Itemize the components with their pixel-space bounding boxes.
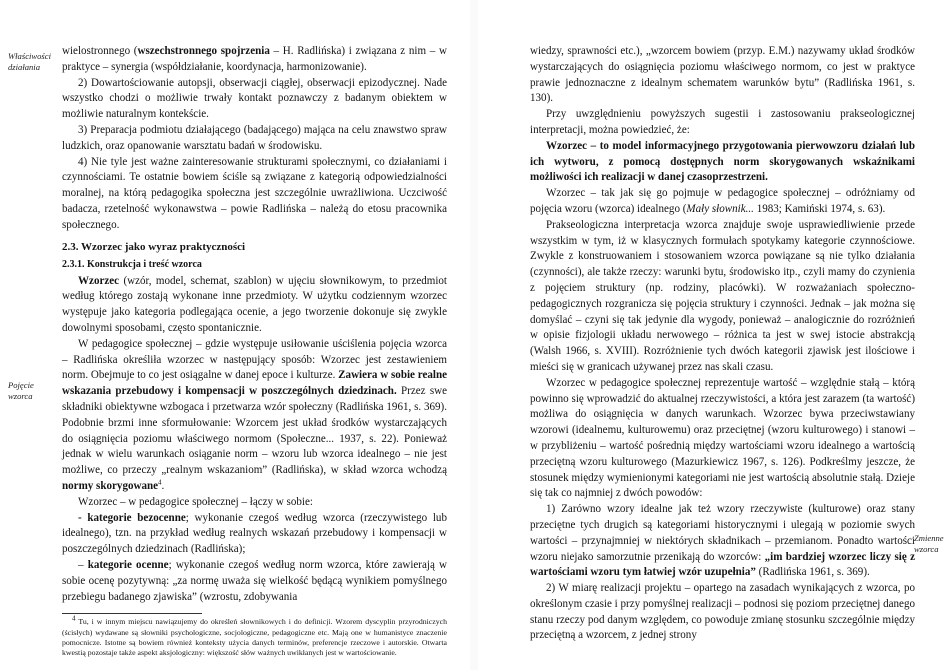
paragraph-radlinska: W pedagogice społecznej – gdzie występuje usiłowanie uściślenia pojęcia wzorca – Radlińska określiła wzorzec w następujący sposób: Wzorzec jest zestawieniem norm. Obejmuje to co jest osiągalne w danej epoce i kulturze. Zawiera w sobie realne wskazania przebudowy i kompensacji w poszczególnych dziedzinach. Przez swe składniki obiektywne wzbogaca i przetwarza wzór społeczny (Radlińska 1961, s. 369). Podobnie brzmi inne sformułowanie: Wzorcem jest układ środków wystarczających do osiągnięcia poziomu właściwego normom (Społeczne... 1937, s. 22). Ponieważ jednak w wielu warunkach osiąganie norm – wzoru lub wzorca idealnego – nie jest możliwe, co przeczy „realnym wskazaniom” (Radlińska), w skład wzorca wchodzą normy skorygowane$^4$. <box>62 337 447 492</box>
footnote: $^4$ Tu, i w innym miejscu nawiązujemy do określeń słownikowych i do definicji. Wzorem dyscyplin przyrodniczych (ścisłych) wydawane są słowniki psychologiczne, socjologiczne, pedagogiczne etc. Mają one w humanistyce znaczenie pomocnicze. Istotne są bowiem również konteksty użycia danych terminów, preferencje rzeczowe i autorskie. Otwarta kwestią pozostaje także aspekt aksjologiczny: większość słów ważnych uwikłanych jest w wartościowanie. <box>62 614 447 658</box>
footnote-reference: 4 <box>158 478 162 487</box>
section-heading: 2.3. Wzorzec jako wyraz praktyczności <box>62 240 246 253</box>
left-text-column <box>62 44 447 658</box>
paragraph-wzorzec-definition: Wzorzec (wzór, model, schemat, szablon) w ujęciu słownikowym, to przedmiot według którego zostają wykonane inne przedmioty. W użytku codziennym wzorzec występuje jako kategoria podlegająca ocenie, a jego tworzenie dokonuje się zwykle dowolnymi sposobami, często spontanicznie. <box>62 274 447 334</box>
list-item-bezocenne: - kategorie bezocenne; wykonanie czegoś według wzorca (rzeczywistego lub idealnego), tzn. na przykład według realnych wskazań przebudowy i kompensacji w poszczególnych dziedzinach (Radlińska); <box>62 511 447 556</box>
right-page <box>478 0 947 670</box>
paragraph-reason-1: 1) Zarówno wzory idealne jak też wzory rzeczywiste (kulturowe) oraz stany przeciętne tych drugich są kategoriami historycznymi i ulegają w poziomie swych wartości – przynajmniej w niektórych składnikach – przemianom. Ponadto wartości wzoru niejako samorzutnie przenikają do wzorców: „im bardziej wzorzec liczy się z wartościami wzoru tym łatwiej wzór uzupełnia” (Radlińska 1961, s. 369). <box>530 503 915 579</box>
paragraph-item-2: 2) Dowartościowanie autopsji, obserwacji ciągłej, obserwacji epizodycznej. Nade wszystko chodzi o możliwie trwały kontakt poznawczy z badanym obiektem w możliwie naturalnym kontekście. <box>62 76 447 121</box>
paragraph-continued: wielostronnego (wszechstronnego spojrzenia – H. Radlińska) i związana z nim – w praktyce – synergia (współdziałanie, koordynacja, harmonizowanie). <box>62 45 447 73</box>
margin-note-zmienne: Zmienne wzorca <box>914 533 944 554</box>
paragraph-interpretation: Przy uwzględnieniu powyższych sugestii i zastosowaniu prakseologicznej interpretacji, można powiedzieć, że: <box>530 108 915 136</box>
subsection-heading: 2.3.1. Konstrukcja i treść wzorca <box>62 258 202 270</box>
margin-note-wlasciwosci: Właściwości działania <box>8 51 51 72</box>
paragraph-item-4: 4) Nie tyle jest ważne zainteresowanie strukturami społecznymi, co działaniami i czynnościami. Te ostatnie bowiem ściśle są związane z kategorią odpowiedzialności moralnej, na którą pedagogika społeczna jest szczególnie uwrażliwiona. Uczciwość badacza, rzetelność wykonawstwa – powie Radlińska – należą do etosu pracownika społecznego. <box>62 155 447 231</box>
paragraph-value: Wzorzec w pedagogice społecznej reprezentuje wartość – względnie stałą – którą powinno się wprowadzić do aktualnej rzeczywistości, a która jest zarazem (ta wartość) możliwa do osiągnięcia w danych warunkach. Wzorzec bywa przeciwstawiany wzorowi (idealnemu, kulturowemu) oraz przeciętnej (wzoru kulturowego) i stanowi – w przybliżeniu – wartość pośrednią między wartościami wzoru idealnego a wartością przeciętną wzoru kulturowego (Mazurkiewicz 1967, s. 126). Podkreślmy jeszcze, że stosunek między wymienionymi kategoriami nie jest wartością absolutnie stałą. Dzieje się tak co najmniej z dwóch powodów: <box>530 376 915 500</box>
paragraph-continued: wiedzy, sprawności etc.), „wzorcem bowiem (przyp. E.M.) nazywamy układ środków wystarczających do osiągnięcia poziomu właściwego normom, co jest w praktyce prawie jednoznaczne z idealnym schematem warunków bytu” (Radlińska 1961, s. 130). <box>530 45 915 105</box>
left-page <box>0 0 470 670</box>
paragraph-laczy: Wzorzec – w pedagogice społecznej – łączy w sobie: <box>78 495 313 508</box>
right-text-column <box>530 44 915 644</box>
footnote-divider <box>62 613 202 614</box>
paragraph-praxeology: Prakseologiczna interpretacja wzorca znajduje swoje usprawiedliwienie przede wszystkim w tym, iż w klasycznych formułach spotykamy kategorie czynnościowe. Zwykle z konstruowaniem i stosowaniem wzorca powiązane są nie tylko działania (czynności), ale także rzeczy: warunki bytu, środowisko itp., czyli mamy do czynienia z pojęciem struktury (np. rodziny, placówki). W rozważaniach społeczno-pedagogicznych rozgranicza się pojęcia struktury i czynności. Jednak – jak można się domyślać – czyni się tak jedynie dla wygody, ponieważ – analogicznie do rozróżnień w opisie fizjologii układu nerwowego – różnica ta jest w swej istocie abstrakcją (Walsh 1966, s. XVIII). Rozróżnienie tych dwóch kategorii zjawisk jest ilościowe i mieści się w granicach używanej przez nas skali czasu. <box>530 218 915 373</box>
margin-note-pojecie: Pojęcie wzorca <box>8 380 34 401</box>
list-item-ocenne: – kategorie ocenne; wykonanie czegoś według norm wzorca, które zawierają w sobie ocenę pozytywną: „za normę uważa się wielkość będącą wynikiem pomyślnego przebiegu badanego zjawiska” (wzrostu, zdobywania <box>62 558 447 603</box>
paragraph-reason-2: 2) W miarę realizacji projektu – opartego na zasadach wynikających z wzorca, po określonym czasie i przy pomyślnej realizacji – podnosi się poziom przeciętnej danego stanu rzeczy pod danym względem, co powoduje zmianę stosunku szczególnie między przeciętną a wzorcem, z jednej strony <box>530 582 915 642</box>
book-gutter <box>470 0 478 670</box>
paragraph-distinction: Wzorzec – tak jak się go pojmuje w pedagogice społecznej – odróżniamy od pojęcia wzoru (wzorca) idealnego (Mały słownik... 1983; Kamiński 1974, s. 63). <box>530 187 915 215</box>
paragraph-item-3: 3) Preparacja podmiotu działającego (badającego) mająca na celu znawstwo spraw ludzkich, oraz opanowanie warsztatu badań w środowisku. <box>62 123 447 152</box>
definition-wzorzec: Wzorzec – to model informacyjnego przygotowania pierwowzoru działań lub ich wytworu, z pomocą dostępnych norm skorygowanych wskaźnikami możliwości ich realizacji w danej czasoprzestrzeni. <box>530 139 915 184</box>
